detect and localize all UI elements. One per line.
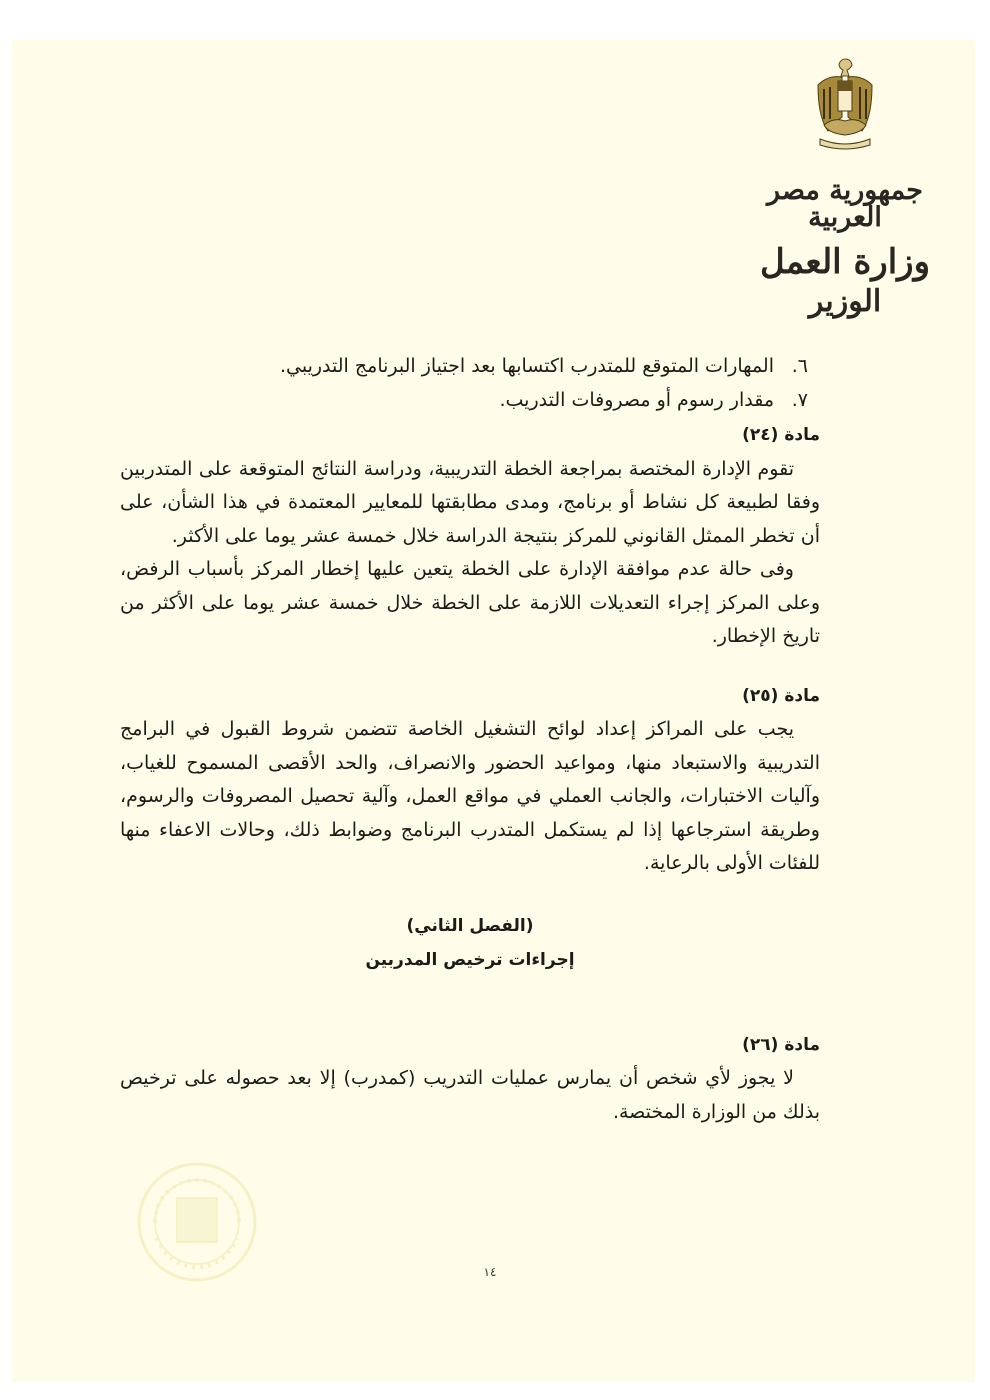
- article-26-title: مادة (٢٦): [742, 1034, 820, 1055]
- page-number: ١٤: [483, 1265, 497, 1279]
- list-number: ٦.: [791, 355, 808, 377]
- article-25-title: مادة (٢٥): [742, 685, 820, 706]
- document-body: [120, 350, 820, 1129]
- chapter-number: (الفصل الثاني): [406, 915, 534, 936]
- article-24-paragraph-2: وفى حالة عدم موافقة الإدارة على الخطة يتعين عليها إخطار المركز بأسباب الرفض، وعلى المركز إجراء التعديلات اللازمة على الخطة خلال خمسة عشر يوما على الأكثر من تاريخ الإخطار.: [120, 558, 820, 647]
- article-24-paragraph-1: تقوم الإدارة المختصة بمراجعة الخطة التدريبية، ودراسة النتائج المتوقعة على المتدربين وفقا لطبيعة كل نشاط أو برنامج، ومدى مطابقتها للمعايير المعتمدة في هذا الشأن، على أن تخطر الممثل القانوني للمركز بنتيجة الدراسة خلال خمسة عشر يوما على الأكثر.: [120, 457, 820, 547]
- article-25-paragraph-1: يجب على المراكز إعداد لوائح التشغيل الخاصة تتضمن شروط القبول في البرامج التدريبية والاستبعاد منها، ومواعيد الحضور والانصراف، والحد الأقصى المسموح للغياب، وآليات الاختبارات، والجانب العملي في مواقع العمل، وآلية تحصيل المصروفات والرسوم، وطريقة استرجاعها إذا لم يستكمل المتدرب البرنامج وضوابط ذلك، وحالات الاعفاء منها للفئات الأولى بالرعاية.: [120, 718, 820, 874]
- minister-office: الوزير: [808, 284, 882, 319]
- article-26-paragraph-1: لا يجوز لأي شخص أن يمارس عمليات التدريب (كمدرب) إلا بعد حصوله على ترخيص بذلك من الوزارة المختصة.: [120, 1067, 820, 1123]
- list-item: [120, 350, 820, 384]
- article-24-title: مادة (٢٤): [742, 425, 820, 445]
- list-item: [120, 384, 820, 418]
- republic-name: جمهورية مصر العربية: [767, 175, 923, 233]
- list-text: مقدار رسوم أو مصروفات التدريب.: [499, 388, 774, 411]
- letterhead: [745, 55, 945, 335]
- eagle-emblem-icon: [810, 55, 880, 155]
- seal-stamp-icon: [135, 1160, 260, 1285]
- list-number: ٧.: [791, 388, 808, 411]
- list-text: المهارات المتوقع للمتدرب اكتسابها بعد اجتياز البرنامج التدريبي.: [279, 355, 774, 377]
- chapter-heading: [120, 909, 820, 977]
- ministry-name: وزارة العمل: [760, 242, 930, 282]
- chapter-title: إجراءات ترخيص المدربين: [365, 949, 575, 970]
